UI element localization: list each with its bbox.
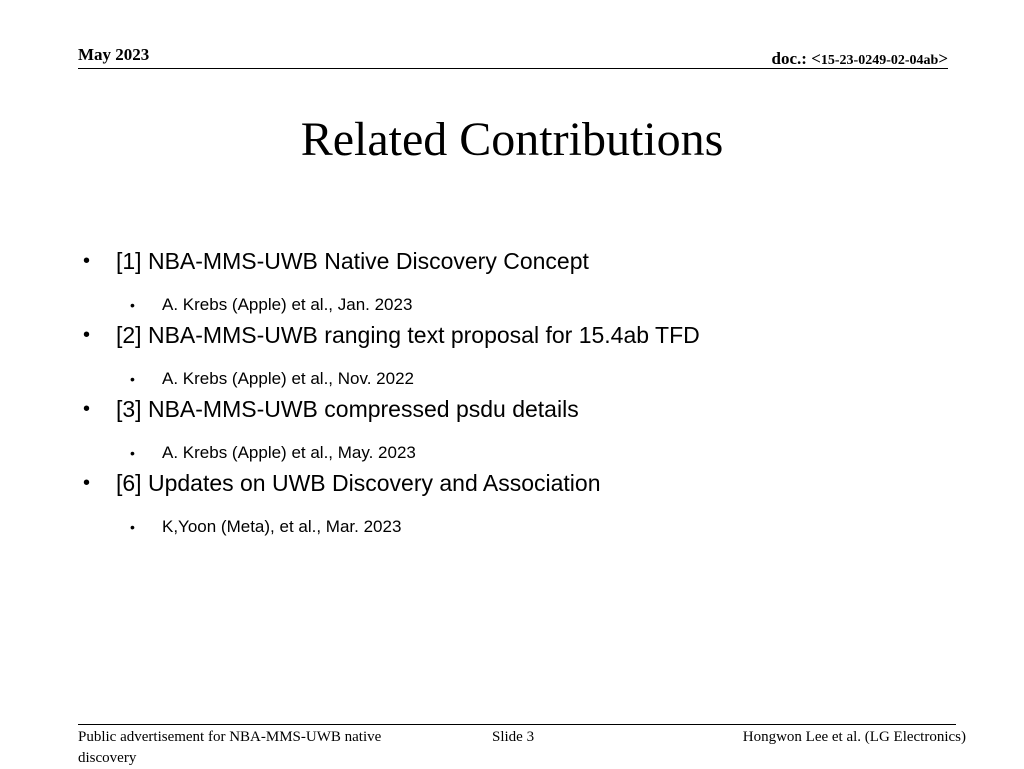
slide-number: Slide 3 xyxy=(492,729,535,745)
sub-bullet-dot-icon: • xyxy=(130,519,135,535)
bullet-dot-icon: • xyxy=(83,398,91,420)
bullet-level2 xyxy=(78,292,958,318)
bullet-level1 xyxy=(78,244,958,278)
bullet-level1 xyxy=(78,318,958,352)
bullet-level2 xyxy=(78,514,958,540)
doc-close-bracket: > xyxy=(938,49,948,68)
doc-open-bracket: < xyxy=(811,49,821,68)
list-item xyxy=(78,244,958,318)
list-item xyxy=(78,466,958,540)
header-doc-number xyxy=(772,49,948,69)
bullet-list xyxy=(78,244,958,540)
bullet-level1 xyxy=(78,392,958,426)
sub-bullet-dot-icon: • xyxy=(130,371,135,387)
bullet-level2 xyxy=(78,366,958,392)
footer-author: Hongwon Lee et al. (LG Electronics) xyxy=(742,729,966,745)
bullet-dot-icon: • xyxy=(83,472,91,494)
bullet-text: [2] NBA-MMS-UWB ranging text proposal for 15.4ab TFD xyxy=(116,322,700,348)
sub-bullet-text: K,Yoon (Meta), et al., Mar. 2023 xyxy=(162,517,402,536)
sub-bullet-dot-icon: • xyxy=(130,445,135,461)
sub-bullet-text: A. Krebs (Apple) et al., Jan. 2023 xyxy=(162,295,413,314)
sub-bullet-text: A. Krebs (Apple) et al., Nov. 2022 xyxy=(162,369,414,388)
doc-label: doc.: xyxy=(771,49,812,68)
bullet-text: [3] NBA-MMS-UWB compressed psdu details xyxy=(116,396,579,422)
bullet-dot-icon: • xyxy=(83,324,91,346)
doc-id: 15-23-0249-02-04ab xyxy=(820,53,939,68)
sub-bullet-text: A. Krebs (Apple) et al., May. 2023 xyxy=(162,443,416,462)
bullet-level1 xyxy=(78,466,958,500)
slide-title: Related Contributions xyxy=(300,113,724,166)
header-date: May 2023 xyxy=(78,45,150,64)
header-divider xyxy=(78,68,948,69)
bullet-dot-icon: • xyxy=(83,250,91,272)
sub-bullet-dot-icon: • xyxy=(130,297,135,313)
list-item xyxy=(78,392,958,466)
footer-document-title: Public advertisement for NBA-MMS-UWB native discovery xyxy=(78,729,382,766)
bullet-text: [1] NBA-MMS-UWB Native Discovery Concept xyxy=(116,248,589,274)
list-item xyxy=(78,318,958,392)
footer-divider xyxy=(78,724,956,725)
bullet-text: [6] Updates on UWB Discovery and Association xyxy=(116,470,601,496)
bullet-level2 xyxy=(78,440,958,466)
